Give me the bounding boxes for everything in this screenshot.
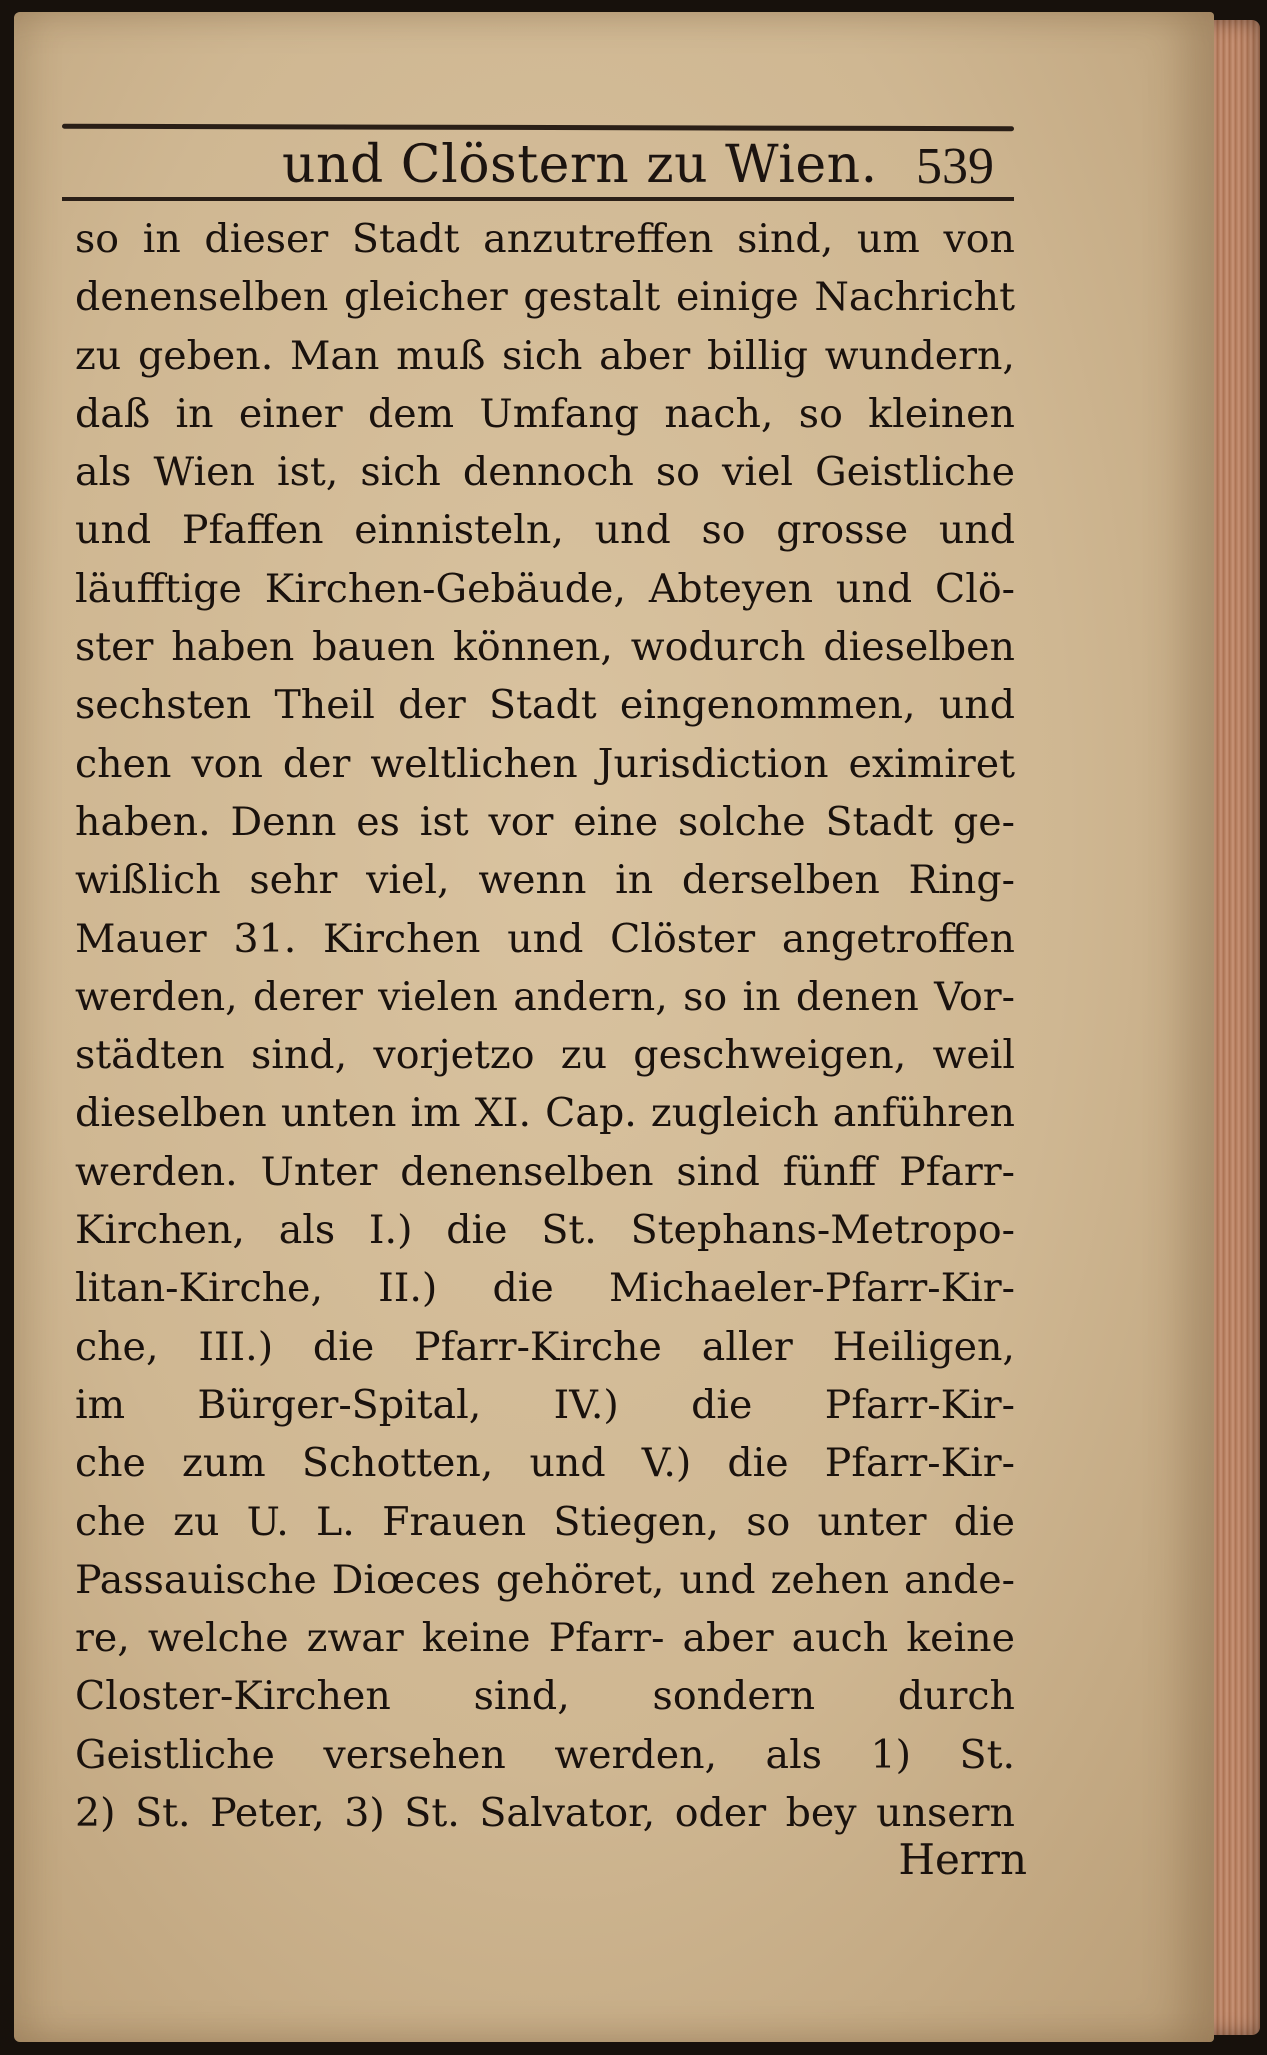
text-line: so in dieser Stadt anzutreffen sind, um von <box>75 216 1015 262</box>
header-rule-top <box>62 124 1014 131</box>
text-line: Closter-Kirchen sind, sondern durch <box>75 1673 1015 1720</box>
text-line: sechsten Theil der Stadt eingenommen, und <box>75 682 1015 729</box>
body-text <box>75 210 1015 1842</box>
text-line: chen von der weltlichen Jurisdiction eximiret <box>75 740 1015 787</box>
text-line: re, welche zwar keine Pfarr- aber auch keine <box>75 1615 1015 1662</box>
text-line: städten sind, vorjetzo zu geschweigen, weil <box>75 1032 1015 1079</box>
text-line: im Bürger-Spital, IV.) die Pfarr-Kir- <box>75 1381 1015 1428</box>
text-line: dieselben unten im XI. Cap. zugleich anführen <box>75 1090 1015 1137</box>
text-line: als Wien ist, sich dennoch so viel Geistliche <box>75 449 1015 496</box>
text-line: werden, derer vielen andern, so in denen Vor- <box>75 973 1015 1020</box>
text-line: che zu U. L. Frauen Stiegen, so unter die <box>75 1498 1015 1545</box>
header-rule-bottom <box>62 197 1014 201</box>
catchword: Herrn <box>898 1835 1027 1884</box>
text-line: Passauische Diœces gehöret, und zehen ande- <box>75 1556 1015 1603</box>
text-line: werden. Unter denenselben sind fünff Pfarr- <box>75 1148 1015 1195</box>
text-line: Mauer 31. Kirchen und Clöster angetroffen <box>75 915 1015 962</box>
text-line: 2) St. Peter, 3) St. Salvator, oder bey unsern <box>75 1790 1015 1837</box>
running-head: und Clöstern zu Wien. <box>282 135 878 195</box>
text-line: daß in einer dem Umfang nach, so kleinen <box>75 390 1015 437</box>
text-line: wißlich sehr viel, wenn in derselben Ring- <box>75 857 1015 904</box>
text-line: litan-Kirche, II.) die Michaeler-Pfarr-Kir- <box>75 1265 1015 1312</box>
page-number: 539 <box>916 138 994 195</box>
page-header <box>62 115 1014 205</box>
text-line: zu geben. Man muß sich aber billig wundern, <box>75 332 1015 379</box>
text-line: und Pfaffen einnisteln, und so grosse und <box>75 507 1015 554</box>
text-line: ster haben bauen können, wodurch dieselben <box>75 624 1015 671</box>
text-line: che, III.) die Pfarr-Kirche aller Heiligen, <box>75 1323 1015 1370</box>
text-line: haben. Denn es ist vor eine solche Stadt ge- <box>75 798 1015 845</box>
text-line: Geistliche versehen werden, als 1) St. <box>75 1731 1015 1778</box>
text-line: läufftige Kirchen-Gebäude, Abteyen und Clö- <box>75 565 1015 612</box>
text-line: che zum Schotten, und V.) die Pfarr-Kir- <box>75 1440 1015 1487</box>
text-line: Kirchen, als I.) die St. Stephans-Metropo- <box>75 1207 1015 1254</box>
text-line: denenselben gleicher gestalt einige Nachricht <box>75 274 1015 321</box>
